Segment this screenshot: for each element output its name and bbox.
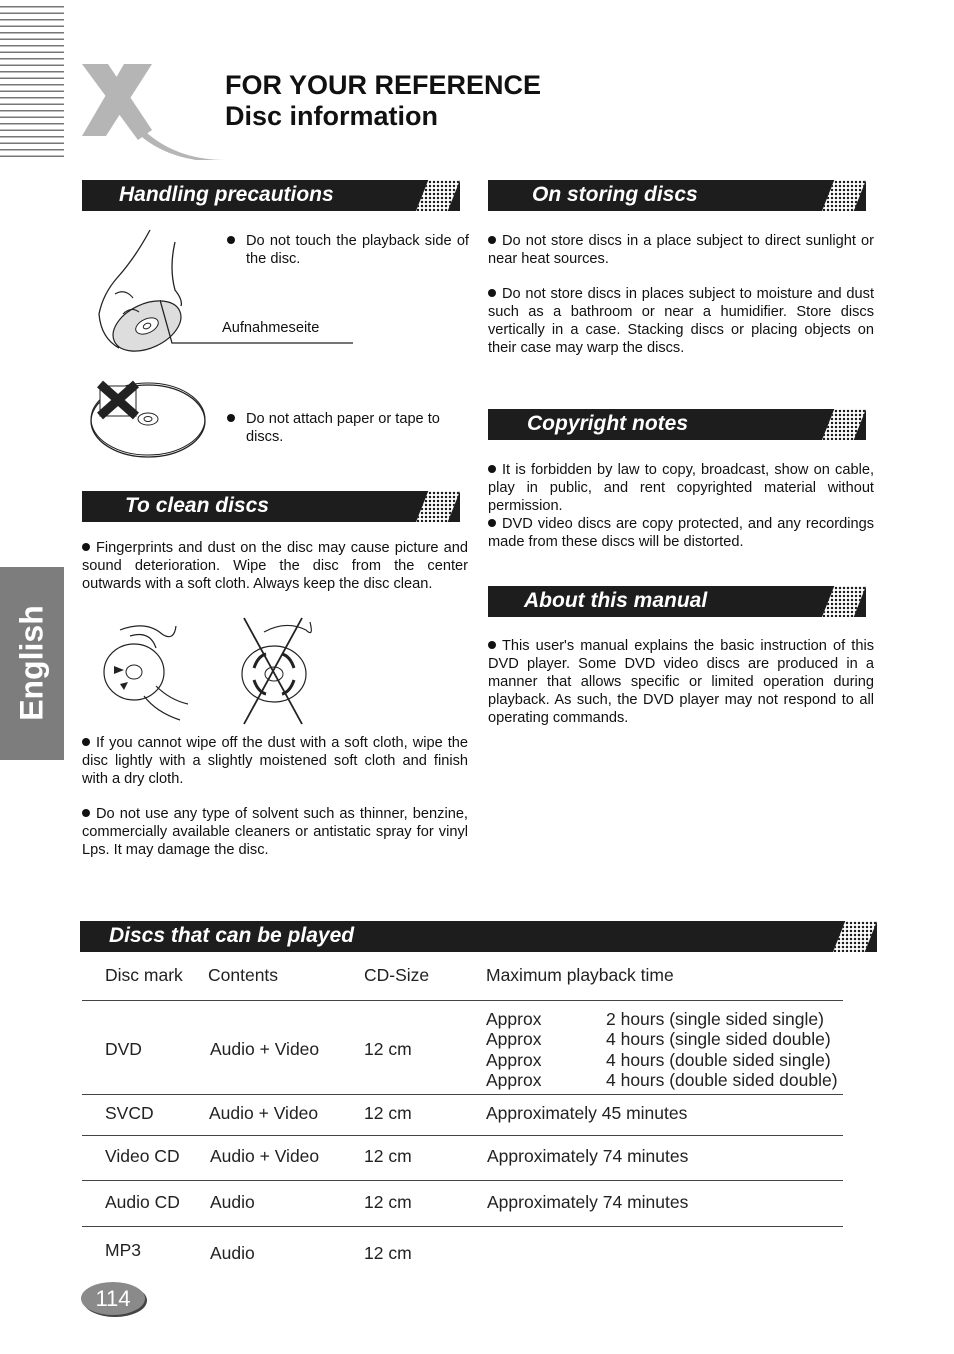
manual-paragraph-1: This user's manual explains the basic instruction of this DVD player. Some DVD video discs are produced in a manner that allows specific or limited operation during playback. As such, the DVD player may not respond to all operating commands.	[488, 638, 874, 726]
table-cell-contents: Audio + Video	[209, 1103, 319, 1123]
bullet-icon	[488, 236, 496, 244]
column-header-disc-mark: Disc mark	[105, 965, 183, 985]
table-divider	[82, 1094, 843, 1095]
table-cell-approx: Approx	[486, 1050, 542, 1070]
decorative-stripes	[0, 6, 64, 162]
callout-label: Aufnahmeseite	[222, 320, 320, 336]
bullet-icon	[227, 236, 235, 244]
clean-paragraph-3: Do not use any type of solvent such as thinner, benzine, commercially available cleaners or antistatic spray for vinyl Lps. It may damage the disc.	[82, 806, 468, 858]
table-cell-mark: Video CD	[105, 1146, 180, 1166]
dot-pattern	[416, 491, 460, 522]
dot-pattern	[416, 180, 460, 211]
handling-bullet-2: Do not attach paper or tape to discs.	[227, 410, 467, 446]
storing-paragraph-2: Do not store discs in places subject to moisture and dust such as a bathroom or near a humidifier. Store discs vertically in a case. Stacking discs or placing objects on their case may warp the discs.	[488, 286, 874, 356]
column-header-cd-size: CD-Size	[364, 965, 430, 985]
table-cell-mark: SVCD	[105, 1103, 154, 1123]
section-header-discs	[80, 921, 877, 952]
table-divider	[82, 1226, 843, 1227]
callout-line	[160, 300, 355, 346]
table-cell-mark: Audio CD	[105, 1192, 180, 1212]
bullet-icon	[488, 465, 496, 473]
dot-pattern	[822, 409, 866, 440]
table-cell-time: Approximately 45 minutes	[486, 1103, 688, 1123]
table-cell-time: 4 hours (double sided double)	[606, 1070, 838, 1090]
bullet-icon	[488, 289, 496, 297]
table-cell-contents: Audio	[210, 1243, 255, 1263]
table-divider	[82, 1135, 843, 1136]
section-title: On storing discs	[532, 183, 698, 206]
table-cell-contents: Audio + Video	[210, 1039, 320, 1059]
correct-wiping-illustration	[100, 616, 190, 724]
section-title: About this manual	[524, 589, 708, 612]
table-cell-size: 12 cm	[364, 1146, 412, 1166]
table-cell-time: 2 hours (single sided single)	[606, 1009, 824, 1029]
clean-paragraph-2: If you cannot wipe off the dust with a soft cloth, wipe the disc lightly with a slightly moistened soft cloth and finish with a dry cloth.	[82, 735, 468, 787]
page-number: 114	[81, 1282, 145, 1315]
bullet-icon	[488, 519, 496, 527]
table-divider	[82, 1000, 843, 1001]
table-cell-approx: Approx	[486, 1009, 542, 1029]
column-header-playback-time: Maximum playback time	[486, 965, 674, 985]
table-cell-contents: Audio	[210, 1192, 255, 1212]
table-cell-size: 12 cm	[364, 1243, 412, 1263]
table-cell-size: 12 cm	[364, 1192, 412, 1212]
language-tab	[0, 567, 64, 760]
section-title: Handling precautions	[119, 183, 334, 206]
bullet-icon	[227, 414, 235, 422]
table-cell-time: 4 hours (single sided double)	[606, 1029, 831, 1049]
table-cell-time: 4 hours (double sided single)	[606, 1050, 831, 1070]
dot-pattern	[822, 586, 866, 617]
dot-pattern	[833, 921, 877, 952]
dot-pattern	[822, 180, 866, 211]
bullet-icon	[82, 543, 90, 551]
section-header-handling	[82, 180, 460, 211]
table-cell-size: 12 cm	[364, 1103, 412, 1123]
section-title: Discs that can be played	[109, 924, 355, 947]
table-cell-time: Approximately 74 minutes	[487, 1192, 689, 1212]
table-cell-time: Approximately 74 minutes	[487, 1146, 689, 1166]
section-header-copyright	[488, 409, 866, 440]
disc-with-tape-illustration	[86, 378, 218, 462]
column-header-contents: Contents	[208, 965, 279, 985]
table-cell-mark: DVD	[105, 1039, 142, 1059]
table-cell-approx: Approx	[486, 1029, 542, 1049]
bullet-icon	[82, 738, 90, 746]
copyright-paragraph-2: DVD video discs are copy protected, and any recordings made from these discs will be distorted.	[488, 516, 874, 550]
clean-paragraph-1: Fingerprints and dust on the disc may cause picture and sound deterioration. Wipe the disc from the center outwards with a soft cloth. Always keep the disc clean.	[82, 540, 468, 592]
storing-paragraph-1: Do not store discs in a place subject to direct sunlight or near heat sources.	[488, 233, 874, 267]
section-header-storing	[488, 180, 866, 211]
section-title: Copyright notes	[527, 412, 688, 435]
table-cell-contents: Audio + Video	[210, 1146, 320, 1166]
page-subtitle: Disc information	[225, 101, 439, 131]
table-cell-mark: MP3	[105, 1240, 141, 1260]
page-title: FOR YOUR REFERENCE	[225, 70, 542, 100]
bullet-icon	[488, 641, 496, 649]
x-logo-icon	[78, 60, 228, 162]
section-header-manual	[488, 586, 866, 617]
section-title: To clean discs	[125, 494, 269, 517]
handling-bullet-1: Do not touch the playback side of the disc.	[227, 232, 469, 268]
wrong-wiping-illustration	[236, 616, 318, 726]
language-tab-label: English	[13, 605, 50, 721]
table-cell-approx: Approx	[486, 1070, 542, 1090]
table-cell-size: 12 cm	[364, 1039, 412, 1059]
section-header-clean	[82, 491, 460, 522]
bullet-icon	[82, 809, 90, 817]
copyright-paragraph-1: It is forbidden by law to copy, broadcast, show on cable, play in public, and rent copyrighted material without permission.	[488, 462, 874, 514]
table-divider	[82, 1180, 843, 1181]
